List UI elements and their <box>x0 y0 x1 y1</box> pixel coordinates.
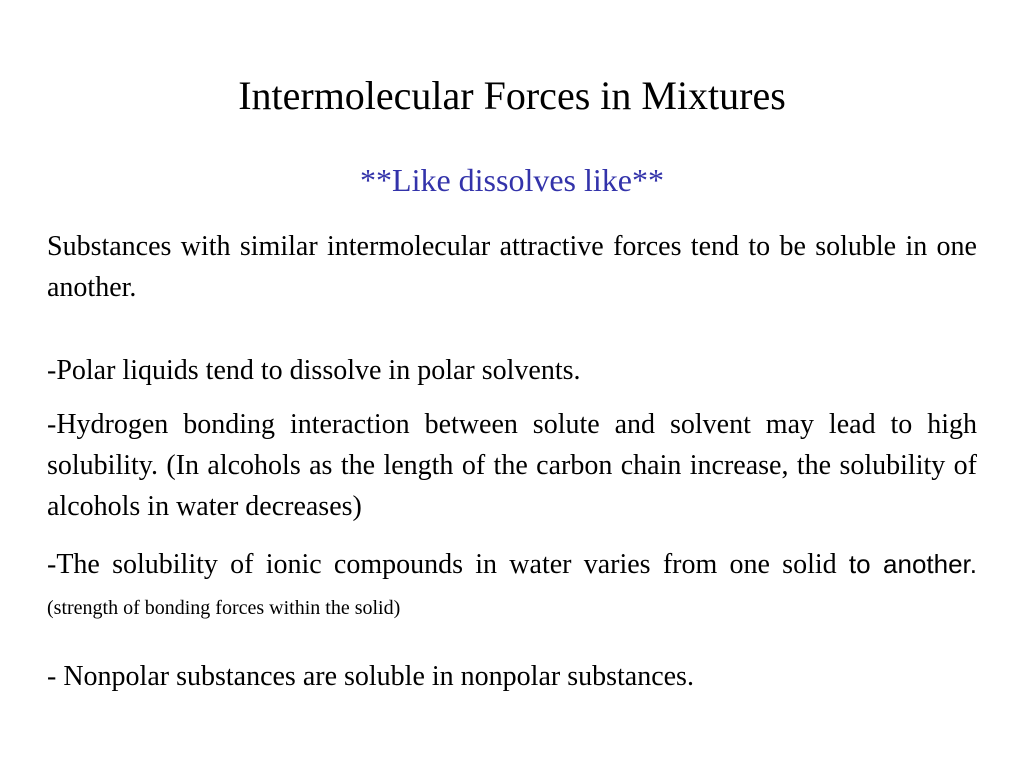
slide-subtitle: **Like dissolves like** <box>360 162 664 198</box>
paragraph-hydrogen-bonding: -Hydrogen bonding interaction between solute and solvent may lead to high solubility. (In alcohols as the length of the carbon chain increase, the solubility of alcohols in water decreases) <box>47 409 977 522</box>
paragraph-polar-liquids: -Polar liquids tend to dissolve in polar solvents. <box>47 355 581 386</box>
ionic-compounds-note: (strength of bonding forces within the solid) <box>47 597 401 619</box>
ionic-compounds-continuation-text: to another. <box>848 549 977 579</box>
paragraph-ionic-compounds <box>47 544 977 629</box>
paragraph-nonpolar: - Nonpolar substances are soluble in nonpolar substances. <box>47 661 694 692</box>
paragraph-similar-forces: Substances with similar intermolecular attractive forces tend to be soluble in one another. <box>47 231 977 303</box>
slide-title: Intermolecular Forces in Mixtures <box>238 73 786 118</box>
ionic-compounds-main-text: -The solubility of ionic compounds in water varies from one solid <box>47 549 837 580</box>
